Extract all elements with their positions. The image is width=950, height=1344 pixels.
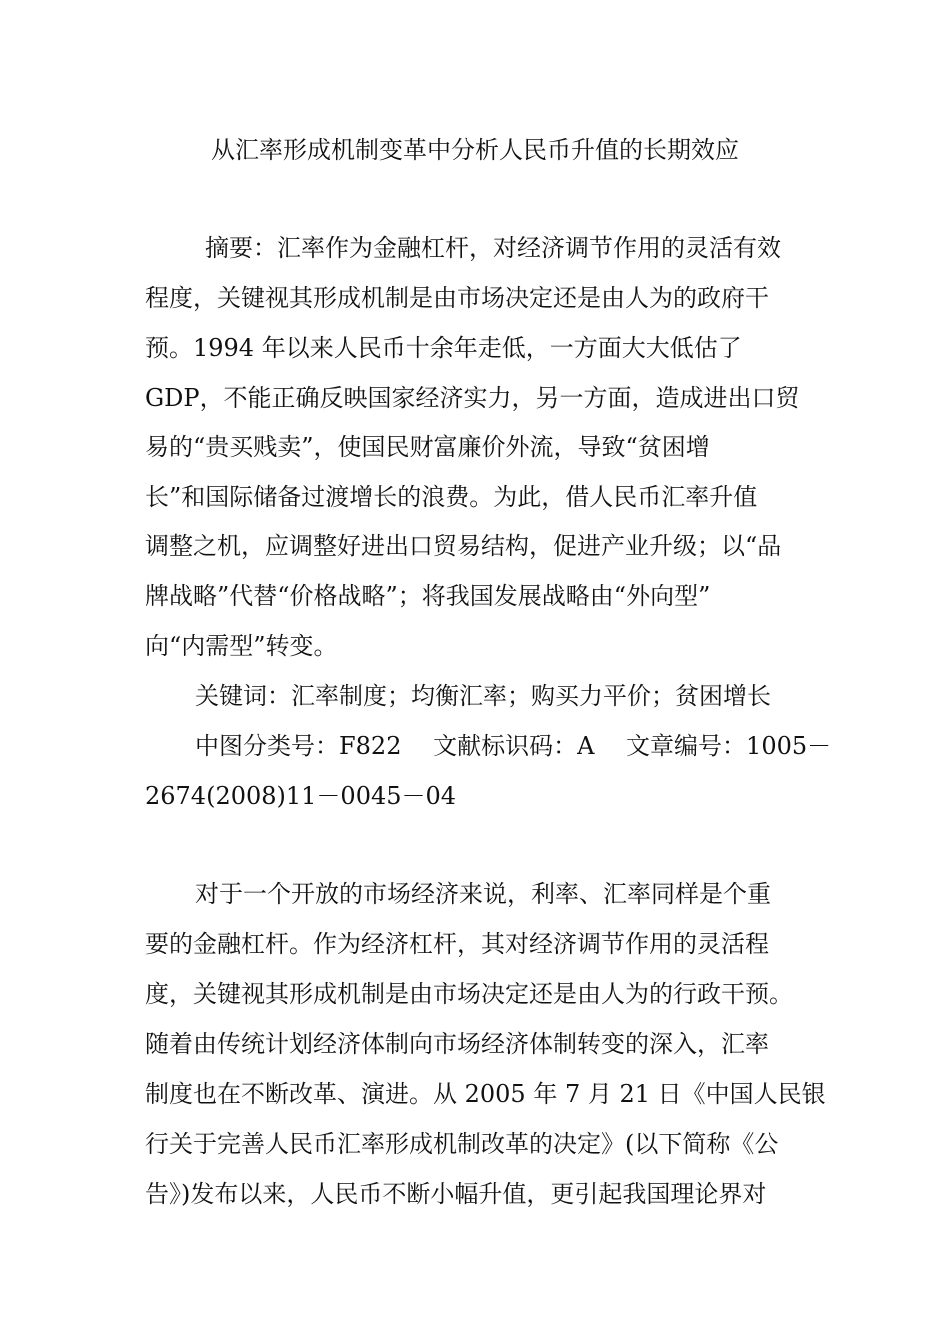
body-line: 行关于完善人民币汇率形成机制改革的决定》(以下简称《公 — [145, 1130, 779, 1158]
body-line: 随着由传统计划经济体制向市场经济体制转变的深入，汇率 — [145, 1030, 769, 1058]
abstract-line: 长”和国际储备过渡增长的浪费。为此，借人民币汇率升值 — [145, 483, 758, 511]
abstract-line: 摘要：汇率作为金融杠杆，对经济调节作用的灵活有效 — [205, 234, 781, 262]
body-line: 告》)发布以来，人民币不断小幅升值，更引起我国理论界对 — [145, 1180, 767, 1208]
abstract-line: 向“内需型”转变。 — [145, 632, 338, 660]
classification-line: 中图分类号：F822 文献标识码：A 文章编号：1005－ — [195, 732, 832, 760]
keywords-line: 关键词：汇率制度；均衡汇率；购买力平价；贫困增长 — [195, 682, 771, 710]
classification-line: 2674(2008)11－0045－04 — [145, 782, 457, 810]
abstract-line: GDP，不能正确反映国家经济实力，另一方面，造成进出口贸 — [145, 384, 800, 412]
abstract-line: 程度，关键视其形成机制是由市场决定还是由人为的政府干 — [145, 284, 769, 312]
body-line: 对于一个开放的市场经济来说，利率、汇率同样是个重 — [195, 880, 771, 908]
abstract-line: 易的“贵买贱卖”，使国民财富廉价外流，导致“贫困增 — [145, 433, 710, 461]
abstract-line: 调整之机，应调整好进出口贸易结构，促进产业升级；以“品 — [145, 532, 782, 560]
body-line: 制度也在不断改革、演进。从 2005 年 7 月 21 日《中国人民银 — [145, 1080, 826, 1108]
body-line: 要的金融杠杆。作为经济杠杆，其对经济调节作用的灵活程 — [145, 930, 769, 958]
body-line: 度，关键视其形成机制是由市场决定还是由人为的行政干预。 — [145, 980, 793, 1008]
document-title: 从汇率形成机制变革中分析人民币升值的长期效应 — [211, 136, 739, 164]
abstract-line: 牌战略”代替“价格战略”；将我国发展战略由“外向型” — [145, 582, 711, 610]
abstract-line: 预。1994 年以来人民币十余年走低，一方面大大低估了 — [145, 334, 742, 362]
